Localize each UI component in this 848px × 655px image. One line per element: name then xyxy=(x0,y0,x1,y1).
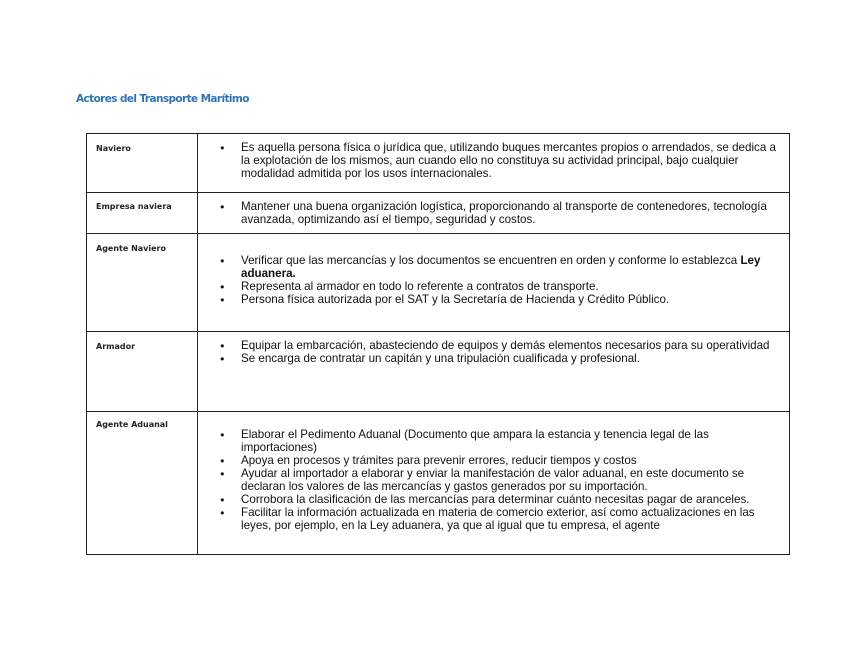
role-label-empresa-naviera: Empresa naviera xyxy=(96,202,172,211)
role-cell xyxy=(87,193,198,234)
description-cell xyxy=(198,134,790,193)
role-label-armador: Armador xyxy=(96,342,136,351)
table-row-armador xyxy=(87,332,790,412)
actors-table xyxy=(86,133,790,555)
list-item: ● Se encarga de contratar un capitán y una tripulación cualificada y profesional. xyxy=(198,352,789,365)
list-item: ● Facilitar la información actualizada en materia de comercio exterior, así como actualizaciones en las leyes, por ejemplo, en la Ley aduanera, ya que al igual que tu empresa, el agente xyxy=(198,506,789,532)
list-item-bold-text: Ley aduanera. xyxy=(241,254,761,280)
role-label-naviero: Naviero xyxy=(96,144,131,153)
list-item: ● Equipar la embarcación, abasteciendo de equipos y demás elementos necesarios para su operatividad xyxy=(198,339,789,352)
list-item: ● Persona física autorizada por el SAT y la Secretaría de Hacienda y Crédito Público. xyxy=(198,293,789,306)
list-item: ● Es aquella persona física o jurídica que, utilizando buques mercantes propios o arrendados, se dedica a la explotación de los mismos, aun cuando ello no constituya su actividad principal, bajo cualquier modalidad admitida por los usos internacionales. xyxy=(198,141,789,180)
description-list xyxy=(198,200,789,226)
role-cell xyxy=(87,412,198,555)
list-item: ● Representa al armador en todo lo referente a contratos de transporte. xyxy=(198,280,789,293)
role-label-agente-naviero: Agente Naviero xyxy=(96,244,166,253)
document-title: Actores del Transporte Marítimo xyxy=(76,93,249,105)
description-list xyxy=(198,254,789,306)
list-item xyxy=(198,254,789,280)
list-item-text: Verificar que las mercancías y los documentos se encuentren en orden y conforme lo establezca xyxy=(241,254,738,267)
description-cell xyxy=(198,332,790,412)
list-item: ● Elaborar el Pedimento Aduanal (Documento que ampara la estancia y tenencia legal de las importaciones) xyxy=(198,428,789,454)
table-row-empresa-naviera xyxy=(87,193,790,234)
description-cell xyxy=(198,412,790,555)
list-item: ● Ayudar al importador a elaborar y enviar la manifestación de valor aduanal, en este documento se declaran los valores de las mercancías y gastos generados por su importación. xyxy=(198,467,789,493)
description-list xyxy=(198,141,789,180)
list-item: ● Apoya en procesos y trámites para prevenir errores, reducir tiempos y costos xyxy=(198,454,789,467)
list-item: ● Mantener una buena organización logística, proporcionando al transporte de contenedores, tecnología avanzada, optimizando así el tiempo, seguridad y costos. xyxy=(198,200,789,226)
table-row-agente-naviero xyxy=(87,234,790,332)
description-list xyxy=(198,339,789,365)
table-row-naviero xyxy=(87,134,790,193)
list-item: ● Corrobora la clasificación de las mercancías para determinar cuánto necesitas pagar de aranceles. xyxy=(198,493,789,506)
role-cell xyxy=(87,234,198,332)
role-cell xyxy=(87,134,198,193)
role-label-agente-aduanal: Agente Aduanal xyxy=(96,420,168,429)
description-list xyxy=(198,428,789,532)
table-row-agente-aduanal xyxy=(87,412,790,555)
description-cell xyxy=(198,234,790,332)
role-cell xyxy=(87,332,198,412)
description-cell xyxy=(198,193,790,234)
